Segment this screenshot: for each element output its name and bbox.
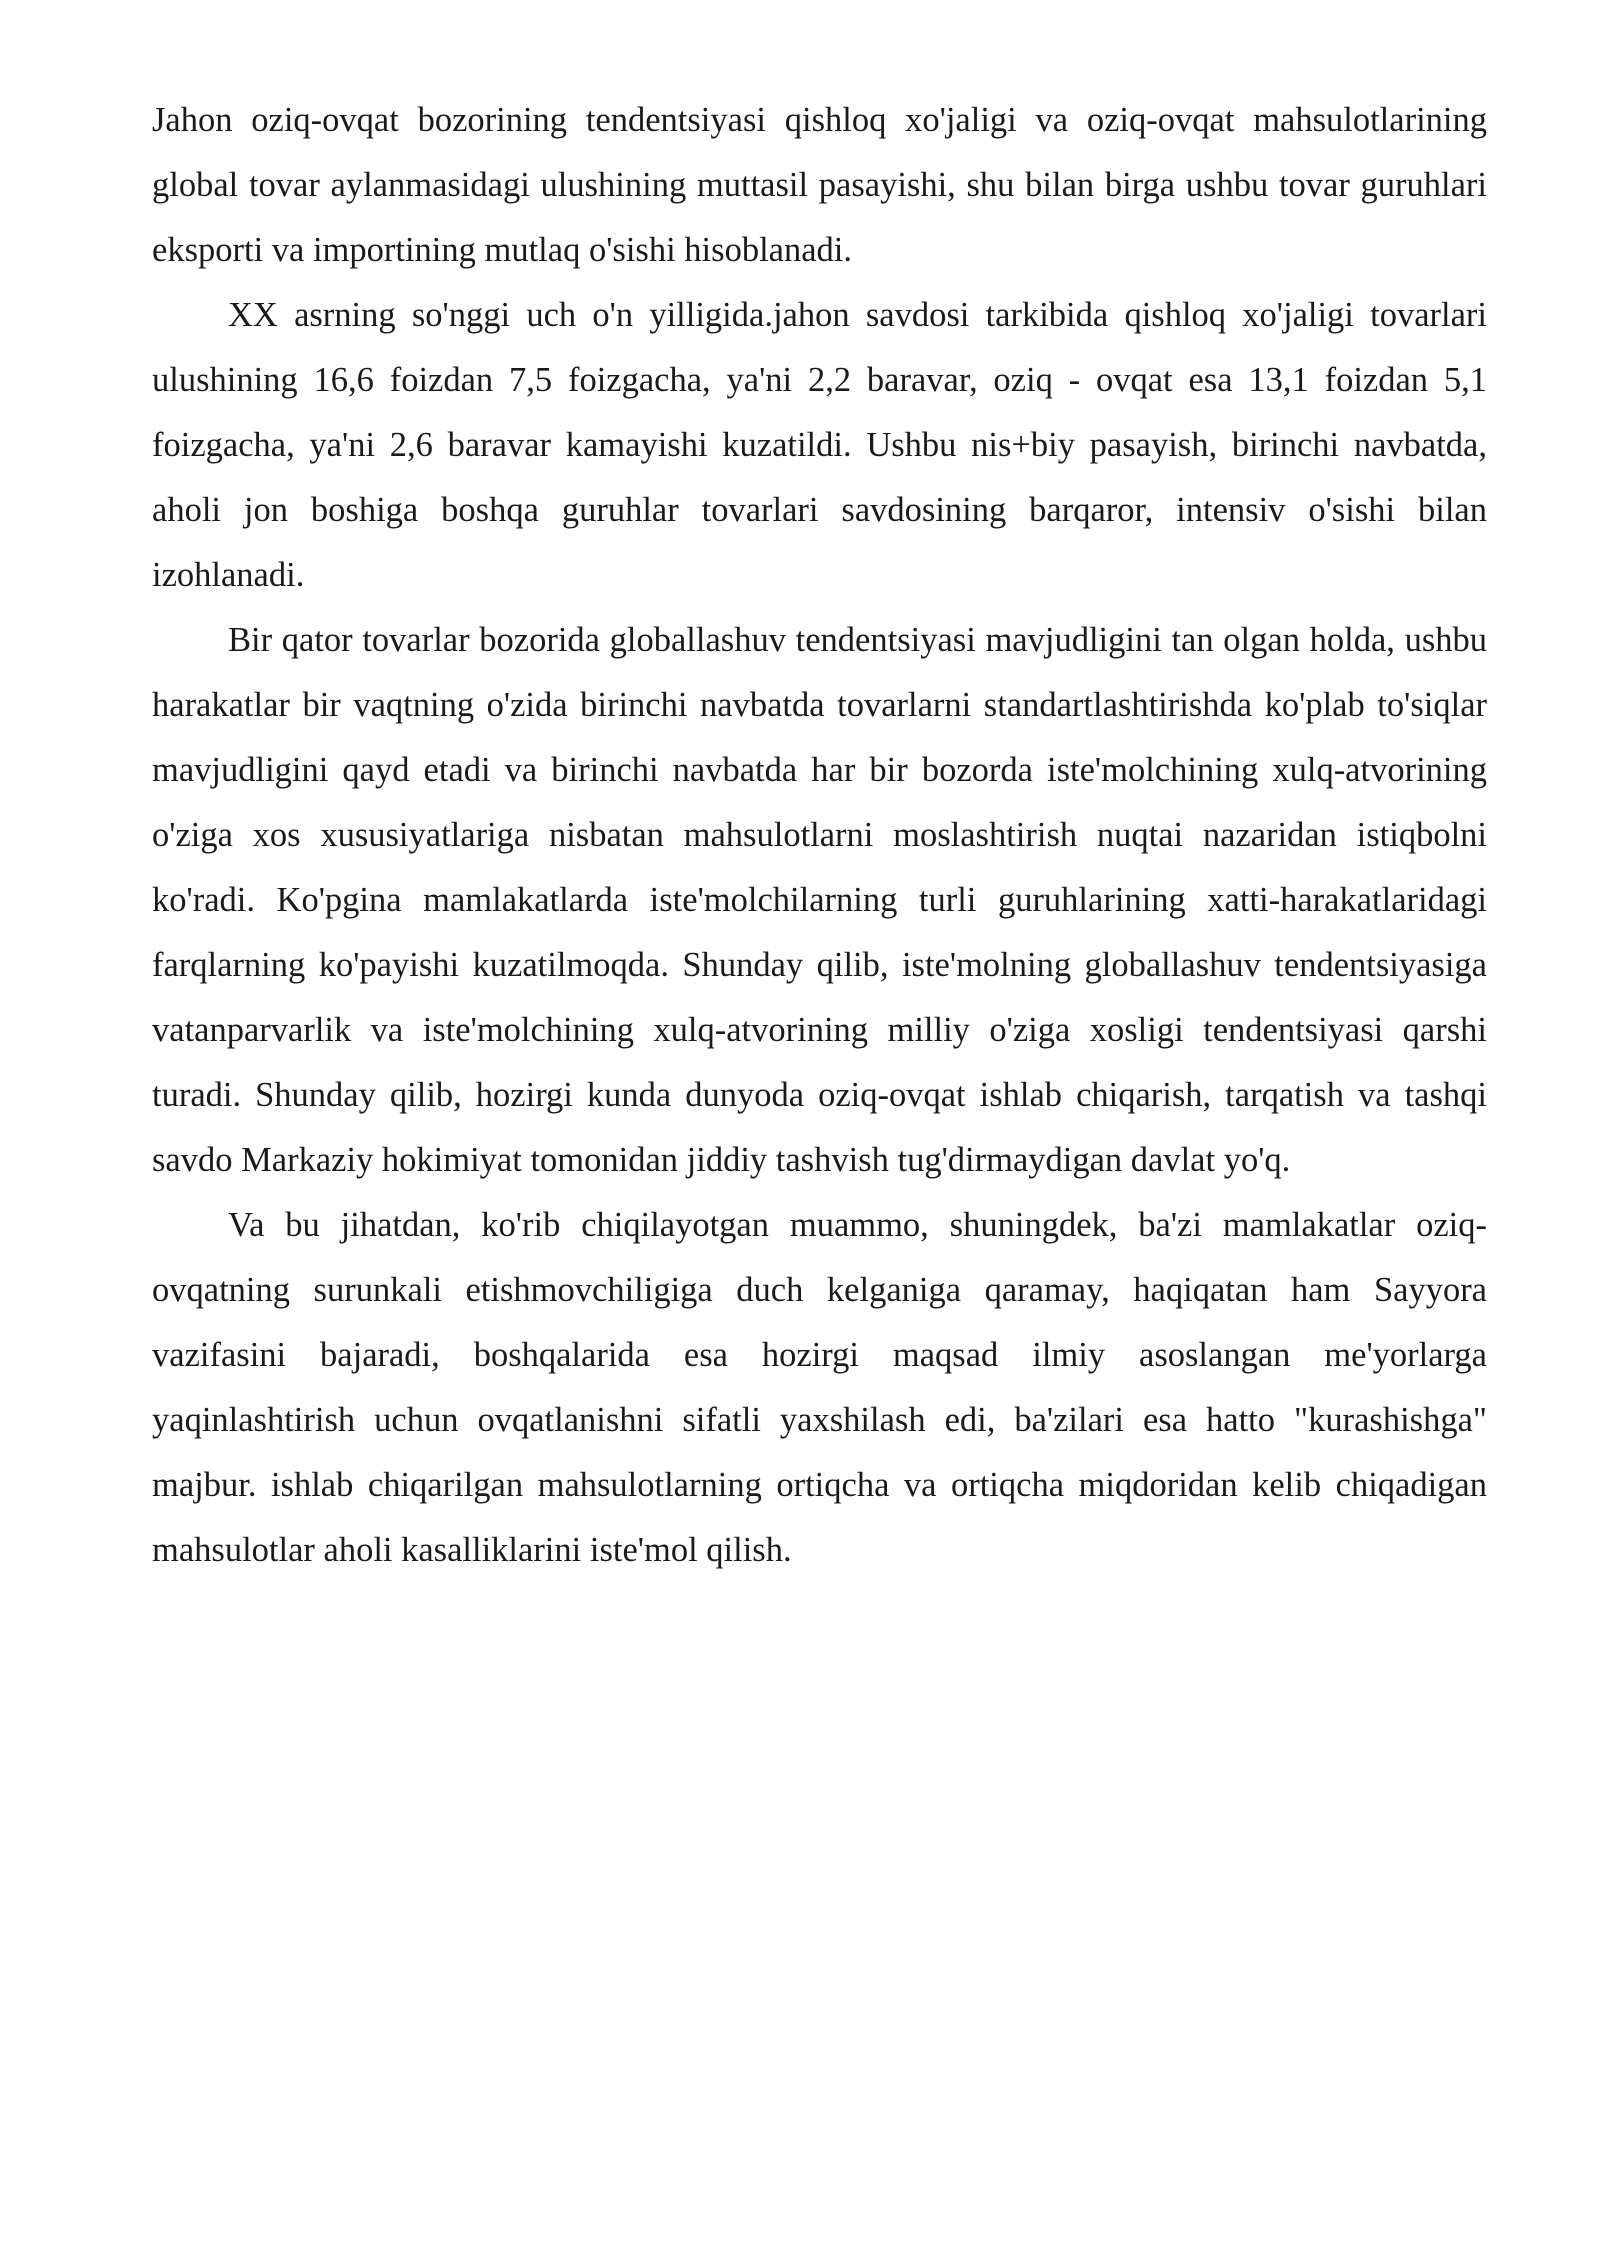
paragraph-food-problem: Va bu jihatdan, ko'rib chiqilayotgan muammo, shuningdek, ba'zi mamlakatlar oziq-ovqatning surunkali etishmovchiligiga duch kelganiga qaramay, haqiqatan ham Sayyora vazifasini bajaradi, boshqalarida esa hozirgi maqsad ilmiy asoslangan me'yorlarga yaqinlashtirish uchun ovqatlanishni sifatli yaxshilash edi, ba'zilari esa hatto "kurashishga" majbur. ishlab chiqarilgan mahsulotlarning ortiqcha va ortiqcha miqdoridan kelib chiqadigan mahsulotlar aholi kasalliklarini iste'mol qilish. bbox=[152, 1206, 1487, 1569]
document-page bbox=[152, 88, 1487, 1583]
paragraph-trade-share: XX asrning so'nggi uch o'n yilligida.jahon savdosi tarkibida qishloq xo'jaligi tovarlari ulushining 16,6 foizdan 7,5 foizgacha, ya'ni 2,2 baravar, oziq - ovqat esa 13,1 foizdan 5,1 foizgacha, ya'ni 2,6 baravar kamayishi kuzatildi. Ushbu nis+biy pasayish, birinchi navbatda, aholi jon boshiga boshqa guruhlar tovarlari savdosining barqaror, intensiv o'sishi bilan izohlanadi. bbox=[152, 296, 1487, 594]
paragraph-globalization: Bir qator tovarlar bozorida globallashuv tendentsiyasi mavjudligini tan olgan holda, ushbu harakatlar bir vaqtning o'zida birinchi navbatda tovarlarni standartlashtirishda ko'plab to'siqlar mavjudligini qayd etadi va birinchi navbatda har bir bozorda iste'molchining xulq-atvorining o'ziga xos xususiyatlariga nisbatan mahsulotlarni moslashtirish nuqtai nazaridan istiqbolni ko'radi. Ko'pgina mamlakatlarda iste'molchilarning turli guruhlarining xatti-harakatlaridagi farqlarning ko'payishi kuzatilmoqda. Shunday qilib, iste'molning globallashuv tendentsiyasiga vatanparvarlik va iste'molchining xulq-atvorining milliy o'ziga xosligi tendentsiyasi qarshi turadi. Shunday qilib, hozirgi kunda dunyoda oziq-ovqat ishlab chiqarish, tarqatish va tashqi savdo Markaziy hokimiyat tomonidan jiddiy tashvish tug'dirmaydigan davlat yo'q. bbox=[152, 621, 1487, 1179]
paragraph-intro: Jahon oziq-ovqat bozorining tendentsiyasi qishloq xo'jaligi va oziq-ovqat mahsulotlarining global tovar aylanmasidagi ulushining muttasil pasayishi, shu bilan birga ushbu tovar guruhlari eksporti va importining mutlaq o'sishi hisoblanadi. bbox=[152, 101, 1487, 269]
